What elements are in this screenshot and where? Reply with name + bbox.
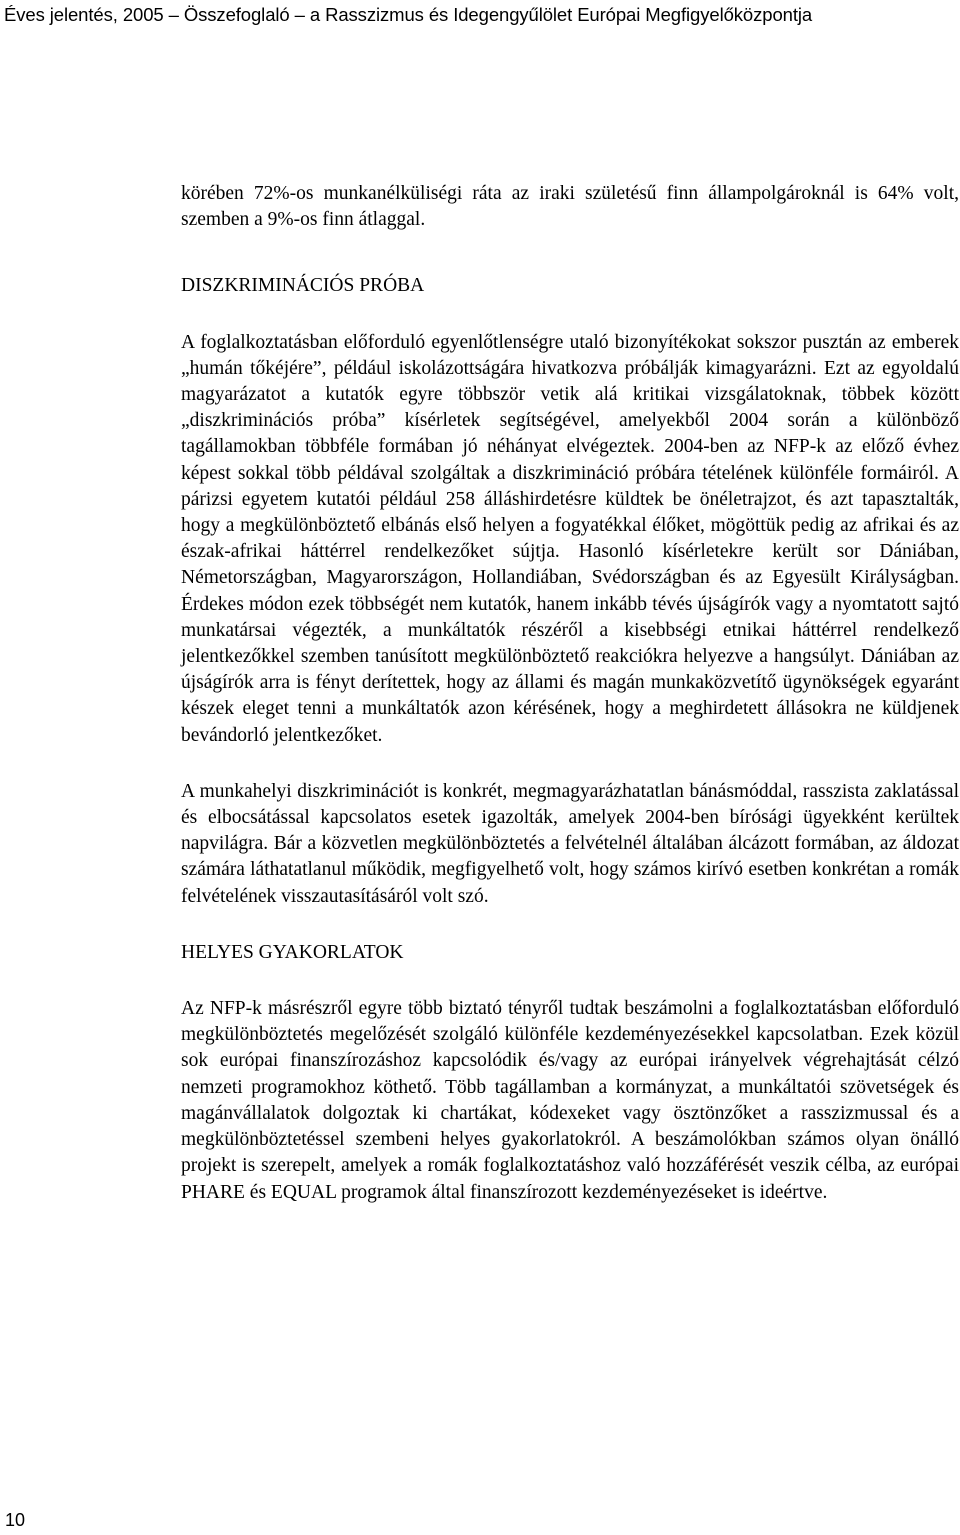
paragraph-good-practices: Az NFP-k másrészről egyre több biztató tényről tudtak beszámolni a foglalkoztatásban előforduló megkülönböztetés megelőzését szolgáló különféle kezdeményezésekkel kapcsolatban. Ezek közül sok európai finanszírozáshoz kapcsolódik és/vagy az európai irányelvek végrehajtását célzó nemzeti programokhoz köthető. Több tagállamban a kormányzat, a munkáltatói szövetségek és magánvállalatok dolgoztak ki chartákat, kódexeket vagy ösztönzőket a rasszizmussal és a megkülönböztetéssel szembeni helyes gyakorlatokról. A beszámolókban számos olyan önálló projekt is szerepelt, amelyek a romák foglalkoztatáshoz való hozzáférését veszik célba, az európai PHARE és EQUAL programok által finanszírozott kezdeményezéseket is ideértve.	[181, 998, 959, 1203]
paragraph-workplace-discrimination: A munkahelyi diszkriminációt is konkrét, megmagyarázhatatlan bánásmóddal, rasszista zaklatással és elbocsátással kapcsolatos esetek igazolták, amelyek 2004-ben bírósági ügyekként kerültek napvilágra. Bár a közvetlen megkülönböztetés a felvételnél általában álcázott formában, az áldozat számára láthatatlanul működik, megfigyelhető volt, hogy számos kirívó esetben konkrétan a romák felvételének visszautasításáról volt szó.	[181, 780, 959, 907]
section-heading-discrimination-test: DISZKRIMINÁCIÓS PRÓBA	[181, 275, 425, 297]
section-heading-good-practices: HELYES GYAKORLATOK	[181, 941, 404, 963]
continuation-paragraph: körében 72%-os munkanélküliségi ráta az iraki születésű finn állampolgároknál is 64% volt, szemben a 9%-os finn átlaggal.	[181, 183, 959, 231]
paragraph-discrimination-test: A foglalkoztatásban előforduló egyenlőtlenségre utaló bizonyítékokat sokszor pusztán az emberek „humán tőkéjére”, például iskolázottságára hivatkozva próbálják kimagyarázni. Ezt az egyoldalú magyarázatot a kutatók egyre többször vetik alá kritikai vizsgálatoknak, többek között „diszkriminációs próba” kísérletek segítségével, amelyekből 2004 során a különböző tagállamokban többféle formában jó néhányat elvégeztek. 2004-ben az NFP-k az előző évhez képest sokkal több példával szolgáltak a diszkrimináció próbára tételének különféle formáiról. A párizsi egyetem kutatói például 258 álláshirdetésre küldtek be önéletrajzot, és azt tapasztalták, hogy a megkülönböztető elbánás első helyen a fogyatékkal élőket, mögöttük pedig az afrikai és az észak-afrikai háttérrel rendelkezőket sújtja. Hasonló kísérletekre került sor Dániában, Németországban, Magyarországon, Hollandiában, Svédországban és az Egyesült Királyságban. Érdekes módon ezek többségét nem kutatók, hanem inkább tévés újságírók vagy a nyomtatott sajtó munkatársai végezték, a munkáltatók részéről a kisebbségi etnikai háttérrel rendelkező jelentkezőkkel szemben tanúsított megkülönböztető reakciókra helyezve a hangsúlyt. Dániában az újságírók arra is fényt derítettek, hogy az állami és magán munkaközvetítő ügynökségek egyaránt készek eleget tenni a munkáltatók azon kérésének, hogy a meghirdetett állásokra ne küldjenek bevándorló jelentkezőket.	[181, 331, 959, 746]
running-header: Éves jelentés, 2005 – Összefoglaló – a Rasszizmus és Idegengyűlölet Európai Megfigyelőközpontja	[4, 4, 813, 25]
page-number: 10	[5, 1510, 26, 1530]
document-body	[181, 181, 959, 1206]
